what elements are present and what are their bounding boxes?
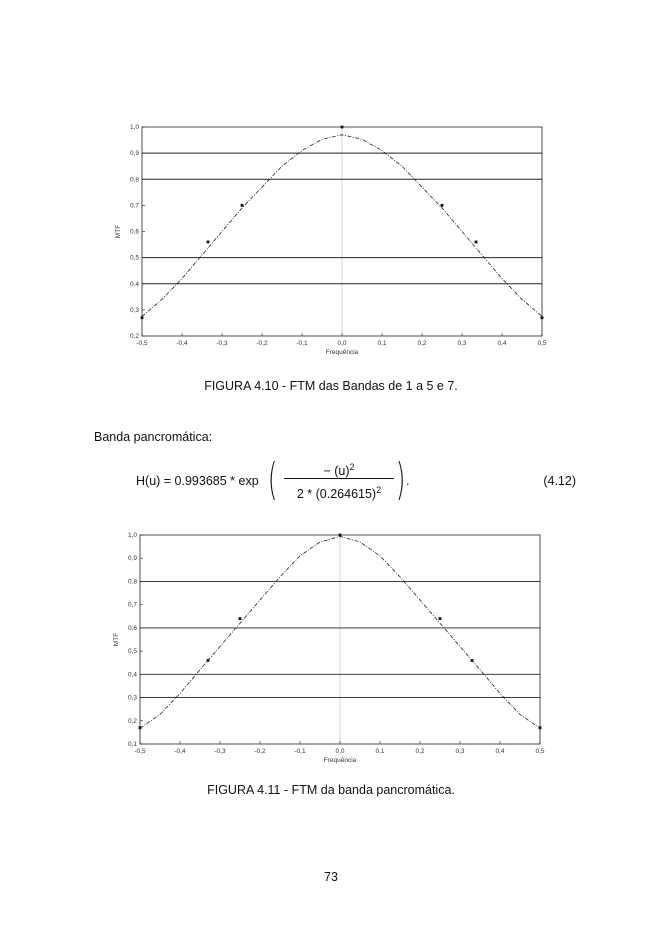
fig2-x-tick-label-5: 0,0 [335, 748, 345, 755]
fig2-data-point-4 [439, 617, 442, 620]
fig1-y-tick-label-1: 0,3 [129, 306, 139, 314]
fig2-plot-frame [140, 535, 540, 744]
fig1-data-point-2 [241, 204, 244, 207]
fig1-y-tick-label-8: 1,0 [129, 124, 139, 131]
fig2-data-point-1 [207, 659, 210, 662]
fig2-y-tick-label-9: 1,0 [127, 532, 137, 539]
fig1-y-tick-label-6: 0,8 [129, 176, 139, 184]
fig1-x-tick-label-1: -0,4 [176, 340, 188, 347]
fig1-y-tick-label-5: 0,7 [129, 202, 139, 210]
figure-4-10-caption: FIGURA 4.10 - FTM das Bandas de 1 a 5 e 7. [204, 379, 458, 393]
fig2-y-tick-label-3: 0,4 [127, 671, 137, 679]
equation-lhs: H(u) = 0.993685 * exp [136, 474, 259, 488]
equation-fraction [284, 456, 394, 501]
fig1-y-tick-label-3: 0,5 [129, 254, 139, 262]
fig1-x-tick-label-9: 0,4 [497, 340, 507, 347]
fig2-y-tick-label-4: 0,5 [127, 648, 137, 656]
fig2-data-point-6 [539, 726, 542, 729]
fig2-y-tick-label-7: 0,8 [127, 578, 137, 586]
fig2-x-tick-label-8: 0,3 [455, 748, 465, 755]
fig2-data-point-2 [239, 617, 242, 620]
fig2-y-tick-label-8: 0,9 [127, 555, 137, 563]
fig1-x-tick-label-3: -0,2 [256, 340, 268, 347]
equation-numerator: − $(u)^2$ [323, 462, 355, 479]
mtf-chart-bands-1-5-7 [0, 0, 662, 380]
fig1-y-tick-label-7: 0,9 [129, 150, 139, 158]
fig2-x-tick-label-6: 0,1 [375, 748, 385, 755]
fig2-x-tick-label-0: -0,5 [134, 748, 146, 755]
equation-denominator: $2 * (0.264615)^2$ [296, 485, 382, 502]
fig1-x-tick-label-4: -0,1 [296, 340, 308, 347]
section-label: Banda pancromática: [94, 430, 213, 444]
fig2-data-point-0 [139, 726, 142, 729]
equation-right-paren: ) [395, 454, 406, 505]
fig1-x-tick-label-2: -0,3 [216, 340, 228, 347]
fig1-data-point-0 [141, 316, 144, 319]
fig1-data-point-6 [541, 316, 544, 319]
fig1-x-tick-label-0: -0,5 [136, 340, 148, 347]
fig1-data-point-3 [341, 126, 344, 129]
fig1-x-tick-label-6: 0,1 [377, 340, 387, 347]
equation-4-12 [136, 456, 576, 512]
fig2-y-axis-label: MTF [113, 632, 120, 647]
fig2-y-tick-label-0: 0,1 [127, 741, 137, 748]
fig2-y-tick-label-6: 0,7 [127, 601, 137, 609]
equation-period: . [406, 474, 410, 488]
fig2-data-point-3 [339, 534, 342, 537]
fig2-x-tick-label-9: 0,4 [495, 748, 505, 755]
fig1-y-tick-label-2: 0,4 [129, 280, 139, 288]
figure-4-11-caption: FIGURA 4.11 - FTM da banda pancromática. [207, 783, 455, 797]
fig1-y-tick-label-0: 0,2 [129, 333, 139, 340]
fig1-x-tick-label-7: 0,2 [417, 340, 427, 347]
fig2-data-point-5 [471, 659, 474, 662]
fig2-x-tick-label-3: -0,2 [254, 748, 266, 755]
fig1-x-tick-label-5: 0,0 [337, 340, 347, 347]
fig1-x-tick-label-10: 0,5 [537, 340, 547, 347]
fig1-x-axis-label: Frequência [325, 349, 359, 356]
fig1-y-axis-label: MTF [115, 224, 122, 239]
page-number: 73 [324, 870, 338, 884]
fig1-y-tick-label-4: 0,6 [129, 228, 139, 236]
fig2-x-axis-label: Frequência [323, 757, 357, 764]
fig2-y-tick-label-2: 0,3 [127, 694, 137, 702]
equation-number: (4.12) [543, 474, 576, 488]
fig2-x-tick-label-1: -0,4 [174, 748, 186, 755]
fig2-y-tick-label-5: 0,6 [127, 624, 137, 632]
fig1-x-tick-label-8: 0,3 [457, 340, 467, 347]
fig2-x-tick-label-4: -0,1 [294, 748, 306, 755]
fig1-data-point-1 [207, 241, 210, 244]
fig1-data-point-4 [441, 204, 444, 207]
fig2-x-tick-label-10: 0,5 [535, 748, 545, 755]
fig1-data-point-5 [475, 241, 478, 244]
fig2-x-tick-label-2: -0,3 [214, 748, 226, 755]
equation-left-paren: ( [267, 454, 278, 505]
fig2-y-tick-label-1: 0,2 [127, 717, 137, 725]
fig2-x-tick-label-7: 0,2 [415, 748, 425, 755]
fig2-fitted-curve [140, 536, 540, 728]
